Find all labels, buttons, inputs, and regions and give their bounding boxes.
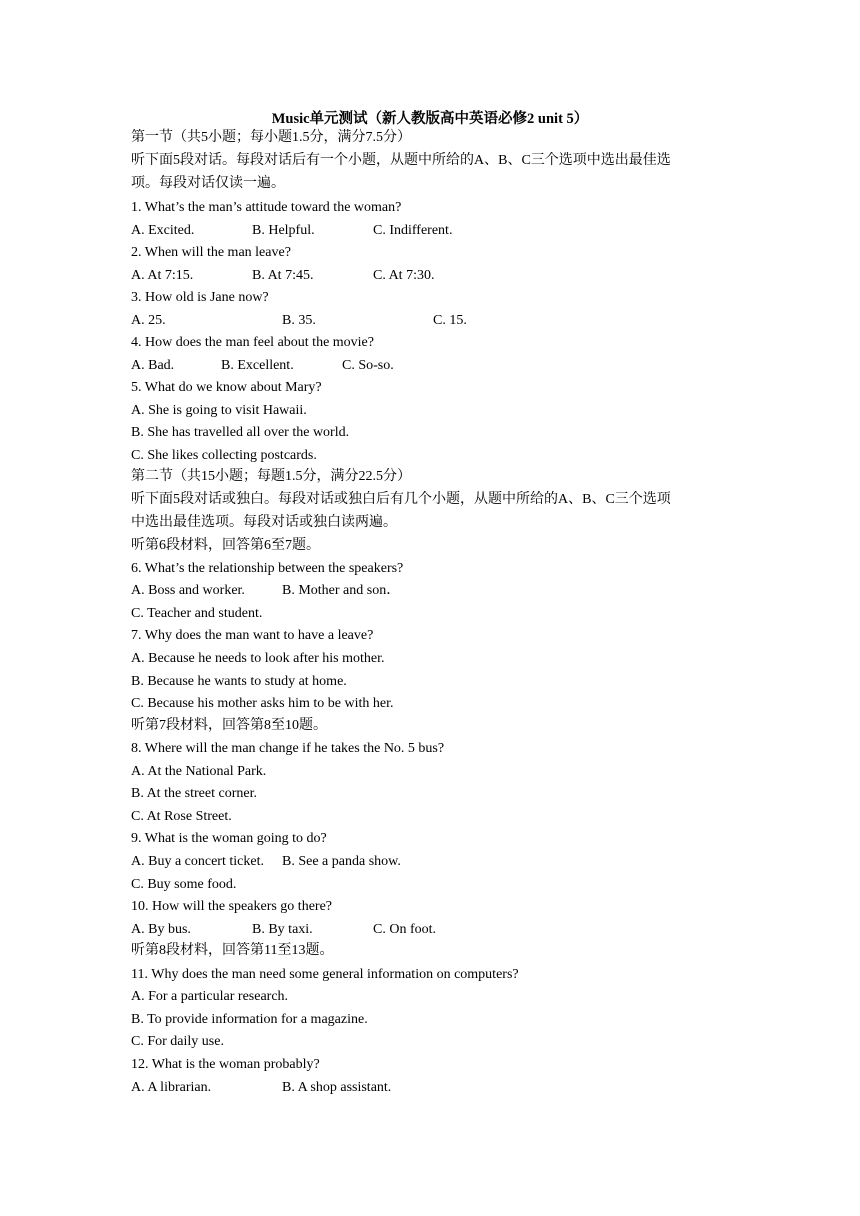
material-7-note: 听第7段材料，回答第8至10题。: [131, 718, 327, 733]
question-11-option-a: A. For a particular research.: [131, 989, 289, 1004]
question-12: 12. What is the woman probably?: [131, 1057, 320, 1072]
option-c: C. So-so.: [342, 358, 394, 373]
question-7-option-b: B. Because he wants to study at home.: [131, 674, 347, 689]
question-4-options: [131, 357, 751, 375]
question-6-options: [131, 582, 751, 600]
section2-instruction-2: 中选出最佳选项。每段对话或独白读两遍。: [131, 515, 397, 530]
option-a: A. Bad.: [131, 358, 175, 373]
question-3-options: [131, 312, 751, 330]
question-9: 9. What is the woman going to do?: [131, 831, 327, 846]
material-8-note: 听第8段材料，回答第11至13题。: [131, 943, 334, 958]
question-8-option-a: A. At the National Park.: [131, 764, 267, 779]
option-a: A. Buy a concert ticket.: [131, 854, 264, 869]
section2-instruction-1: 听下面5段对话或独白。每段对话或独白后有几个小题，从题中所给的A、B、C三个选项: [131, 492, 671, 507]
question-2-options: [131, 267, 751, 285]
question-10: 10. How will the speakers go there?: [131, 899, 332, 914]
question-8-option-c: C. At Rose Street.: [131, 809, 232, 824]
section2-header: 第二节（共15小题；每题1.5分，满分22.5分）: [131, 469, 411, 484]
section1-header: 第一节（共5小题；每小题1.5分，满分7.5分）: [131, 130, 411, 145]
question-3: 3. How old is Jane now?: [131, 290, 269, 305]
option-c: C. Indifferent.: [373, 223, 453, 238]
question-7-option-a: A. Because he needs to look after his mother.: [131, 651, 385, 666]
question-9-option-c: C. Buy some food.: [131, 877, 237, 892]
option-b: B. Excellent.: [221, 358, 294, 373]
option-c: C. On foot.: [373, 922, 436, 937]
page-title: Music单元测试（新人教版高中英语必修2 unit 5）: [271, 111, 589, 127]
question-1: 1. What’s the man’s attitude toward the woman?: [131, 200, 402, 215]
option-a: A. Excited.: [131, 223, 195, 238]
question-5: 5. What do we know about Mary?: [131, 380, 322, 395]
question-11-option-b: B. To provide information for a magazine.: [131, 1012, 368, 1027]
option-a: A. At 7:15.: [131, 268, 194, 283]
option-a: A. Boss and worker.: [131, 583, 245, 598]
question-11-option-c: C. For daily use.: [131, 1034, 224, 1049]
option-a: A. 25.: [131, 313, 166, 328]
question-5-option-b: B. She has travelled all over the world.: [131, 425, 350, 440]
option-b: B. By taxi.: [252, 922, 313, 937]
option-c: C. At 7:30.: [373, 268, 435, 283]
option-a: A. A librarian.: [131, 1080, 212, 1095]
material-6-note: 听第6段材料，回答第6至7题。: [131, 538, 320, 553]
option-b: B. Mother and son．: [282, 583, 401, 598]
option-b: B. See a panda show.: [282, 854, 401, 869]
question-9-options: [131, 853, 751, 871]
question-12-options: [131, 1079, 751, 1097]
question-4: 4. How does the man feel about the movie?: [131, 335, 374, 350]
question-1-options: [131, 222, 751, 240]
question-11: 11. Why does the man need some general information on computers?: [131, 967, 519, 982]
question-7-option-c: C. Because his mother asks him to be with her.: [131, 696, 394, 711]
question-8-option-b: B. At the street corner.: [131, 786, 257, 801]
section1-instruction-2: 项。每段对话仅读一遍。: [131, 176, 285, 191]
option-b: B. 35.: [282, 313, 316, 328]
section1-instruction-1: 听下面5段对话。每段对话后有一个小题，从题中所给的A、B、C三个选项中选出最佳选: [131, 153, 671, 168]
option-c: C. 15.: [433, 313, 467, 328]
option-a: A. By bus.: [131, 922, 191, 937]
option-b: B. At 7:45.: [252, 268, 314, 283]
question-7: 7. Why does the man want to have a leave?: [131, 628, 374, 643]
question-2: 2. When will the man leave?: [131, 245, 291, 260]
option-b: B. Helpful.: [252, 223, 315, 238]
question-10-options: [131, 921, 751, 939]
question-5-option-a: A. She is going to visit Hawaii.: [131, 403, 307, 418]
option-b: B. A shop assistant.: [282, 1080, 392, 1095]
question-8: 8. Where will the man change if he takes the No. 5 bus?: [131, 741, 445, 756]
question-6: 6. What’s the relationship between the speakers?: [131, 561, 404, 576]
question-5-option-c: C. She likes collecting postcards.: [131, 448, 317, 463]
question-6-option-c: C. Teacher and student.: [131, 606, 263, 621]
